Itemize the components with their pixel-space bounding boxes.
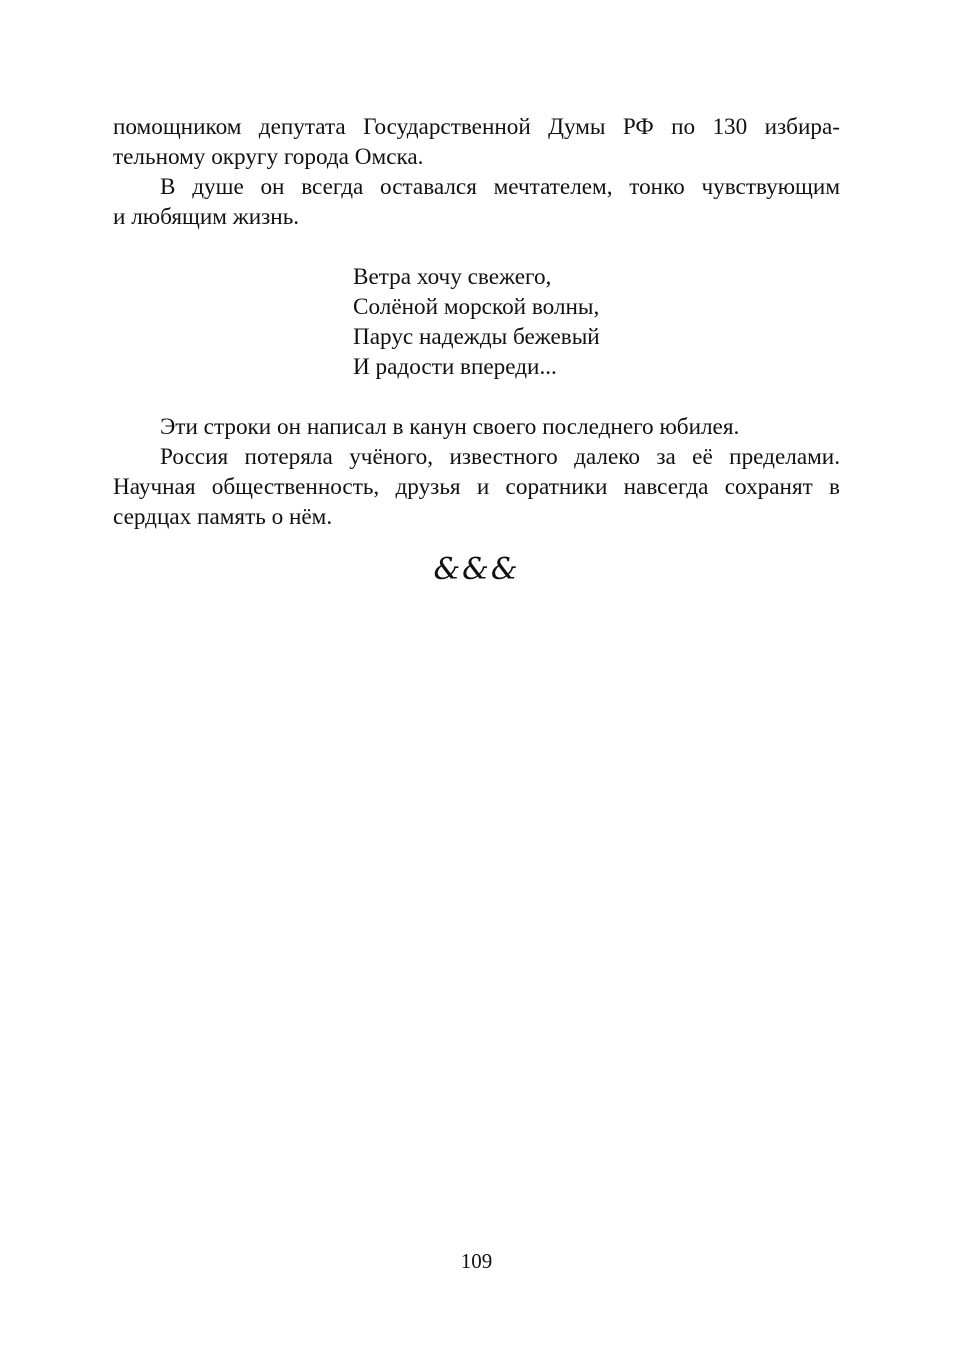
ornament-divider: &&& <box>433 552 520 587</box>
text-line: В душе он всегда оставался мечтателем, тонко чувствующим <box>160 174 840 200</box>
text-line: и любящим жизнь. <box>113 204 300 230</box>
paragraph-russia-lost <box>113 442 840 532</box>
text-line: Научная общественность, друзья и соратники навсегда сохранят в <box>113 474 840 500</box>
poem <box>353 262 840 382</box>
text-line: помощником депутата Государственной Думы РФ по 130 избира- <box>113 114 840 140</box>
poem-verse: И радости впереди... <box>353 354 557 380</box>
page-number: 109 <box>460 1249 493 1273</box>
text-line: сердцах память о нём. <box>113 504 333 530</box>
poem-verse: Солёной морской волны, <box>353 294 600 320</box>
page-body <box>113 112 840 532</box>
poem-verse: Ветра хочу свежего, <box>353 264 552 290</box>
poem-verse: Парус надежды бежевый <box>353 324 600 350</box>
paragraph-lines-written <box>113 412 840 442</box>
text-line: Эти строки он написал в канун своего последнего юбилея. <box>160 414 740 440</box>
paragraph-dreamer <box>113 172 840 232</box>
text-line: тельному округу города Омска. <box>113 144 424 170</box>
text-line: Россия потеряла учёного, известного далеко за её пределами. <box>160 444 840 470</box>
paragraph-assistant <box>113 112 840 172</box>
